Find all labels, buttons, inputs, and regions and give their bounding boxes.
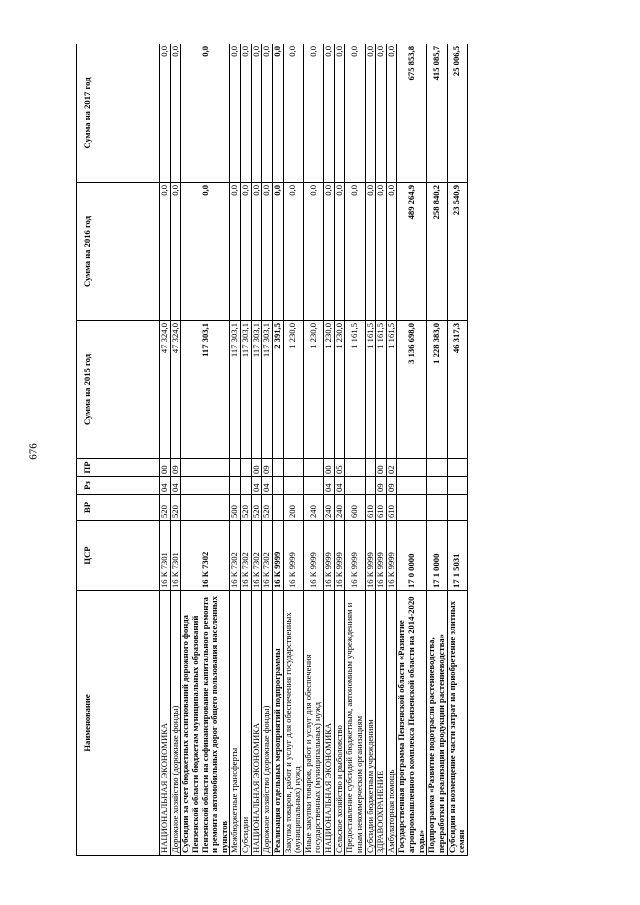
cell-2017: 0,0: [181, 44, 230, 183]
cell-csr: 16 К 9999: [365, 521, 376, 591]
table-row: [251, 44, 262, 856]
cell-name: ЗДРАВООХРАНЕНИЕ: [376, 591, 387, 856]
cell-vr: [272, 495, 283, 521]
cell-csr: 16 К 7301: [160, 521, 171, 591]
cell-csr: 17 1 5031: [447, 521, 467, 591]
table-row: [160, 44, 171, 856]
cell-csr: 16 К 9999: [283, 521, 303, 591]
cell-2015: 117 303,1: [251, 321, 262, 459]
cell-2016: 23 540,9: [447, 183, 467, 321]
cell-vr: 520: [170, 495, 181, 521]
cell-csr: 16 К 7302: [241, 521, 252, 591]
cell-name: Закупка товаров, работ и услуг для обеспечения государственных (муниципальных) нужд: [283, 591, 303, 856]
cell-2015: 1 161,5: [376, 321, 387, 459]
cell-2017: 0,0: [283, 44, 303, 183]
cell-vr: [447, 495, 467, 521]
cell-name: Амбулаторная помощь: [386, 591, 397, 856]
cell-2015: 117 303,1: [181, 321, 230, 459]
cell-csr: 16 К 9999: [376, 521, 387, 591]
cell-name: Иные закупки товаров, работ и услуг для обеспечения государственных (муниципальных) нужд: [303, 591, 323, 856]
cell-vr: [181, 495, 230, 521]
header-2015: Сумма на 2015 год: [77, 321, 160, 459]
cell-2017: 0,0: [241, 44, 252, 183]
cell-2015: 1 228 383,0: [427, 321, 447, 459]
cell-csr: 16 К 9999: [303, 521, 323, 591]
cell-2016: 0,0: [386, 183, 397, 321]
cell-vr: 500: [230, 495, 241, 521]
cell-2015: 46 317,3: [447, 321, 467, 459]
cell-pr: 09: [170, 459, 181, 477]
cell-vr: 240: [334, 495, 345, 521]
cell-2016: 489 264,9: [397, 183, 427, 321]
cell-2017: 0,0: [230, 44, 241, 183]
cell-pr: [427, 459, 447, 477]
table-row: [397, 44, 427, 856]
cell-name: НАЦИОНАЛЬНАЯ ЭКОНОМИКА: [160, 591, 171, 856]
cell-csr: 16 К 7302: [181, 521, 230, 591]
cell-rz: 04: [160, 477, 171, 495]
cell-pr: 00: [376, 459, 387, 477]
cell-2016: 0,0: [251, 183, 262, 321]
cell-name: Дорожное хозяйство (дорожные фонды): [170, 591, 181, 856]
cell-2016: 0,0: [345, 183, 365, 321]
table-row: [241, 44, 252, 856]
cell-2017: 0,0: [251, 44, 262, 183]
cell-2017: 0,0: [345, 44, 365, 183]
table-header-row: [77, 44, 160, 856]
cell-2016: 0,0: [160, 183, 171, 321]
table-row: [283, 44, 303, 856]
table-row: [324, 44, 335, 856]
cell-rz: 04: [262, 477, 273, 495]
cell-pr: [283, 459, 303, 477]
cell-rz: [272, 477, 283, 495]
cell-2015: 117 303,1: [230, 321, 241, 459]
cell-rz: [230, 477, 241, 495]
cell-name: НАЦИОНАЛЬНАЯ ЭКОНОМИКА: [324, 591, 335, 856]
cell-pr: [241, 459, 252, 477]
cell-csr: 16 К 9999: [324, 521, 335, 591]
cell-pr: 00: [324, 459, 335, 477]
cell-rz: 04: [334, 477, 345, 495]
cell-name: Субсидии за счет бюджетных ассигнований дорожного фонда Пензенской области бюджетам муниципальных образований Пензенской области на софинансирование капитального ремонта и ремонта автомобильных дорог общего пользования населенных пунктов: [181, 591, 230, 856]
cell-2017: 675 853,8: [397, 44, 427, 183]
cell-2016: 0,0: [283, 183, 303, 321]
cell-2016: 258 840,2: [427, 183, 447, 321]
page-number: 676: [27, 443, 40, 460]
cell-2015: 1 161,5: [345, 321, 365, 459]
cell-2017: 25 006,5: [447, 44, 467, 183]
header-rz: Рз: [77, 477, 160, 495]
cell-2017: 0,0: [324, 44, 335, 183]
header-vr: ВР: [77, 495, 160, 521]
cell-pr: [272, 459, 283, 477]
table-row: [386, 44, 397, 856]
cell-2016: 0,0: [365, 183, 376, 321]
cell-rz: [303, 477, 323, 495]
cell-csr: 16 К 7302: [230, 521, 241, 591]
cell-pr: [365, 459, 376, 477]
cell-2017: 0,0: [160, 44, 171, 183]
cell-name: Реализация отдельных мероприятий подпрограммы: [272, 591, 283, 856]
cell-2017: 0,0: [272, 44, 283, 183]
cell-2017: 0,0: [365, 44, 376, 183]
cell-2016: 0,0: [334, 183, 345, 321]
cell-2016: 0,0: [376, 183, 387, 321]
cell-pr: 05: [334, 459, 345, 477]
cell-2015: 1 230,0: [334, 321, 345, 459]
cell-csr: 16 К 9999: [345, 521, 365, 591]
table-row: [447, 44, 467, 856]
cell-pr: 00: [251, 459, 262, 477]
cell-rz: [365, 477, 376, 495]
cell-rz: 04: [170, 477, 181, 495]
table-wrapper: [76, 44, 576, 856]
table-row: [345, 44, 365, 856]
cell-vr: 600: [345, 495, 365, 521]
cell-pr: 00: [160, 459, 171, 477]
table-row: [262, 44, 273, 856]
cell-vr: 520: [262, 495, 273, 521]
cell-csr: 16 К 7301: [170, 521, 181, 591]
cell-2016: 0,0: [324, 183, 335, 321]
cell-rz: 09: [386, 477, 397, 495]
cell-csr: 17 0 0000: [397, 521, 427, 591]
cell-2015: 2 391,5: [272, 321, 283, 459]
cell-pr: 09: [262, 459, 273, 477]
cell-name: Сельское хозяйство и рыболовство: [334, 591, 345, 856]
cell-csr: 16 К 7302: [251, 521, 262, 591]
cell-vr: 520: [160, 495, 171, 521]
cell-rz: [283, 477, 303, 495]
cell-pr: [230, 459, 241, 477]
cell-pr: [303, 459, 323, 477]
table-body: [160, 44, 468, 856]
cell-2016: 0,0: [303, 183, 323, 321]
cell-name: НАЦИОНАЛЬНАЯ ЭКОНОМИКА: [251, 591, 262, 856]
header-csr: ЦСР: [77, 521, 160, 591]
cell-csr: 17 1 0000: [427, 521, 447, 591]
cell-2015: 47 324,0: [160, 321, 171, 459]
cell-2017: 0,0: [376, 44, 387, 183]
cell-vr: 520: [241, 495, 252, 521]
cell-2015: 47 324,0: [170, 321, 181, 459]
cell-2016: 0,0: [241, 183, 252, 321]
cell-pr: [345, 459, 365, 477]
cell-rz: 04: [324, 477, 335, 495]
table-row: [365, 44, 376, 856]
header-name: Наименование: [77, 591, 160, 856]
cell-pr: [447, 459, 467, 477]
cell-name: Дорожное хозяйство (дорожные фонды): [262, 591, 273, 856]
cell-name: Подпрограмма «Развитие подотрасли растениеводства, переработки и реализации продукции растениеводства»: [427, 591, 447, 856]
cell-2016: 0,0: [181, 183, 230, 321]
cell-vr: [427, 495, 447, 521]
cell-vr: [397, 495, 427, 521]
rotated-table-container: [76, 44, 576, 856]
cell-csr: 16 К 7302: [262, 521, 273, 591]
cell-pr: [397, 459, 427, 477]
cell-2015: 1 230,0: [283, 321, 303, 459]
cell-csr: 16 К 9999: [386, 521, 397, 591]
cell-2016: 0,0: [230, 183, 241, 321]
cell-vr: 200: [283, 495, 303, 521]
cell-2017: 0,0: [386, 44, 397, 183]
cell-vr: 520: [251, 495, 262, 521]
cell-2016: 0,0: [272, 183, 283, 321]
cell-2015: 117 303,1: [262, 321, 273, 459]
cell-name: Межбюджетные трансферты: [230, 591, 241, 856]
cell-2017: 0,0: [303, 44, 323, 183]
budget-table: [76, 44, 468, 856]
table-row: [170, 44, 181, 856]
cell-rz: 04: [251, 477, 262, 495]
cell-rz: 09: [376, 477, 387, 495]
cell-2017: 0,0: [334, 44, 345, 183]
cell-2015: 3 136 698,0: [397, 321, 427, 459]
table-row: [334, 44, 345, 856]
header-2016: Сумма на 2016 год: [77, 183, 160, 321]
cell-rz: [181, 477, 230, 495]
cell-pr: 02: [386, 459, 397, 477]
cell-vr: 610: [386, 495, 397, 521]
header-2017: Сумма на 2017 год: [77, 44, 160, 183]
cell-2015: 1 161,5: [365, 321, 376, 459]
cell-vr: 610: [376, 495, 387, 521]
table-row: [427, 44, 447, 856]
cell-csr: 16 К 9999: [272, 521, 283, 591]
cell-2016: 0,0: [262, 183, 273, 321]
table-row: [376, 44, 387, 856]
cell-name: Предоставление субсидий бюджетным, автономным учреждениям и иным некоммерческим организациям: [345, 591, 365, 856]
cell-vr: 240: [324, 495, 335, 521]
table-row: [181, 44, 230, 856]
cell-vr: 610: [365, 495, 376, 521]
cell-name: Субсидии на возмещение части затрат на приобретение элитных семян: [447, 591, 467, 856]
cell-2015: 1 161,5: [386, 321, 397, 459]
cell-2016: 0,0: [170, 183, 181, 321]
header-pr: ПР: [77, 459, 160, 477]
cell-rz: [447, 477, 467, 495]
cell-2015: 117 303,1: [241, 321, 252, 459]
cell-2017: 0,0: [262, 44, 273, 183]
cell-2015: 1 230,0: [324, 321, 335, 459]
cell-rz: [397, 477, 427, 495]
cell-name: Субсидии: [241, 591, 252, 856]
table-row: [303, 44, 323, 856]
cell-2017: 0,0: [170, 44, 181, 183]
cell-csr: 16 К 9999: [334, 521, 345, 591]
cell-name: Государственная программа Пензенской области «Развитие агропромышленного комплекса Пензенской области на 2014-2020 годы»: [397, 591, 427, 856]
cell-name: Субсидии бюджетным учреждениям: [365, 591, 376, 856]
cell-vr: 240: [303, 495, 323, 521]
table-row: [272, 44, 283, 856]
cell-rz: [241, 477, 252, 495]
cell-rz: [345, 477, 365, 495]
table-row: [230, 44, 241, 856]
cell-rz: [427, 477, 447, 495]
cell-2017: 415 085,7: [427, 44, 447, 183]
cell-pr: [181, 459, 230, 477]
cell-2015: 1 230,0: [303, 321, 323, 459]
